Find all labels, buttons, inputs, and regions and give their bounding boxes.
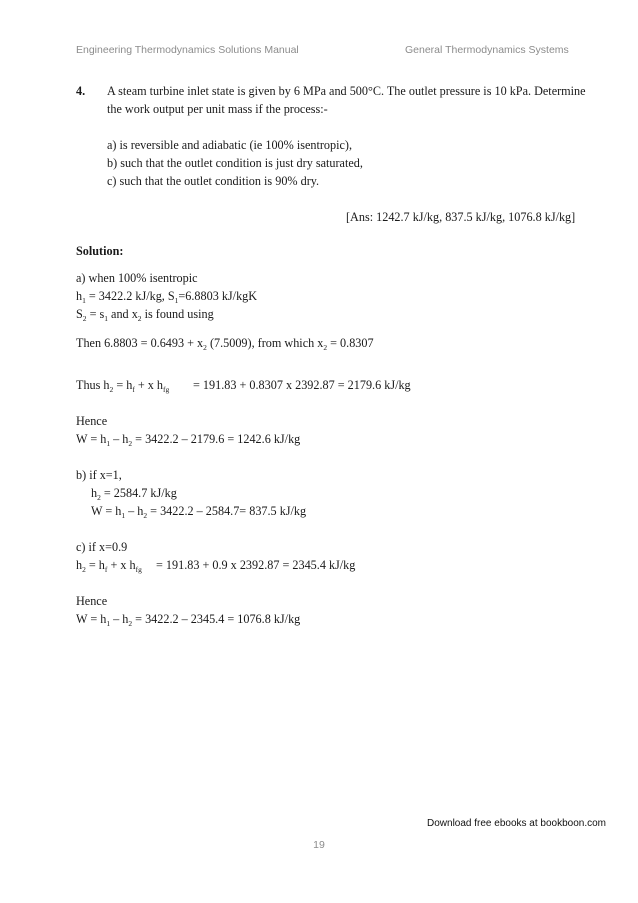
part-b-intro: b) if x=1, xyxy=(76,468,122,482)
part-b-h2-line: $h_2 = 2584.7$ kJ/kg xyxy=(91,486,177,502)
part-a-thus-line: Thus $h_2 = h_f + x$ $h_{fg}$ xyxy=(76,378,170,394)
option-c: c) such that the outlet condition is 90% dry. xyxy=(107,174,320,188)
problem-number: 4. xyxy=(76,84,86,98)
part-a-thus-result: = 191.83 + 0.8307 x 2392.87 = 2179.6 kJ/kg xyxy=(193,378,411,392)
option-b: b) such that the outlet condition is just dry saturated, xyxy=(107,156,363,170)
part-a-s2-line: $S_2 = s_1$ and $x_2$ is found using xyxy=(76,307,214,323)
page-number: 19 xyxy=(313,839,325,851)
hence-1: Hence xyxy=(76,414,108,428)
part-c-h2-result: = 191.83 + 0.9 x 2392.87 = 2345.4 kJ/kg xyxy=(156,558,356,572)
problem-text-line-1: A steam turbine inlet state is given by 6 MPa and 500°C. The outlet pressure is 10 kPa. Determine xyxy=(107,84,586,98)
answer-line: [Ans: 1242.7 kJ/kg, 837.5 kJ/kg, 1076.8 kJ/kg] xyxy=(346,210,576,224)
hence-2: Hence xyxy=(76,594,108,608)
running-header-left: Engineering Thermodynamics Solutions Manual xyxy=(76,44,299,56)
problem-text-line-2: the work output per unit mass if the process:- xyxy=(107,102,328,116)
solution-heading: Solution: xyxy=(76,244,124,258)
part-c-intro: c) if x=0.9 xyxy=(76,540,128,554)
part-a-intro: a) when 100% isentropic xyxy=(76,271,198,285)
running-header-right: General Thermodynamics Systems xyxy=(405,44,569,56)
part-a-h1-line: $h_1 = 3422.2$ kJ/kg, $S_1=6.8803$ kJ/kgK xyxy=(76,289,258,305)
work-a-line: $W = h_1 - h_2 = 3422.2 - 2179.6 = 1242.6$ kJ/kg xyxy=(76,432,301,448)
part-a-then-line: Then $6.8803 = 0.6493 + x_2$ (7.5009), from which $x_2 = 0.8307$ xyxy=(76,336,374,352)
part-c-h2-line: $h_2 = h_f + x$ $h_{fg}$ xyxy=(76,558,142,574)
work-b-line: $W = h_1 - h_2 = 3422.2 - 2584.7= 837.5$ kJ/kg xyxy=(91,504,307,520)
work-c-line: $W = h_1 - h_2 = 3422.2 - 2345.4 = 1076.8$ kJ/kg xyxy=(76,612,301,628)
option-a: a) is reversible and adiabatic (ie 100% isentropic), xyxy=(107,138,353,152)
download-link[interactable]: Download free ebooks at bookboon.com xyxy=(427,818,607,829)
